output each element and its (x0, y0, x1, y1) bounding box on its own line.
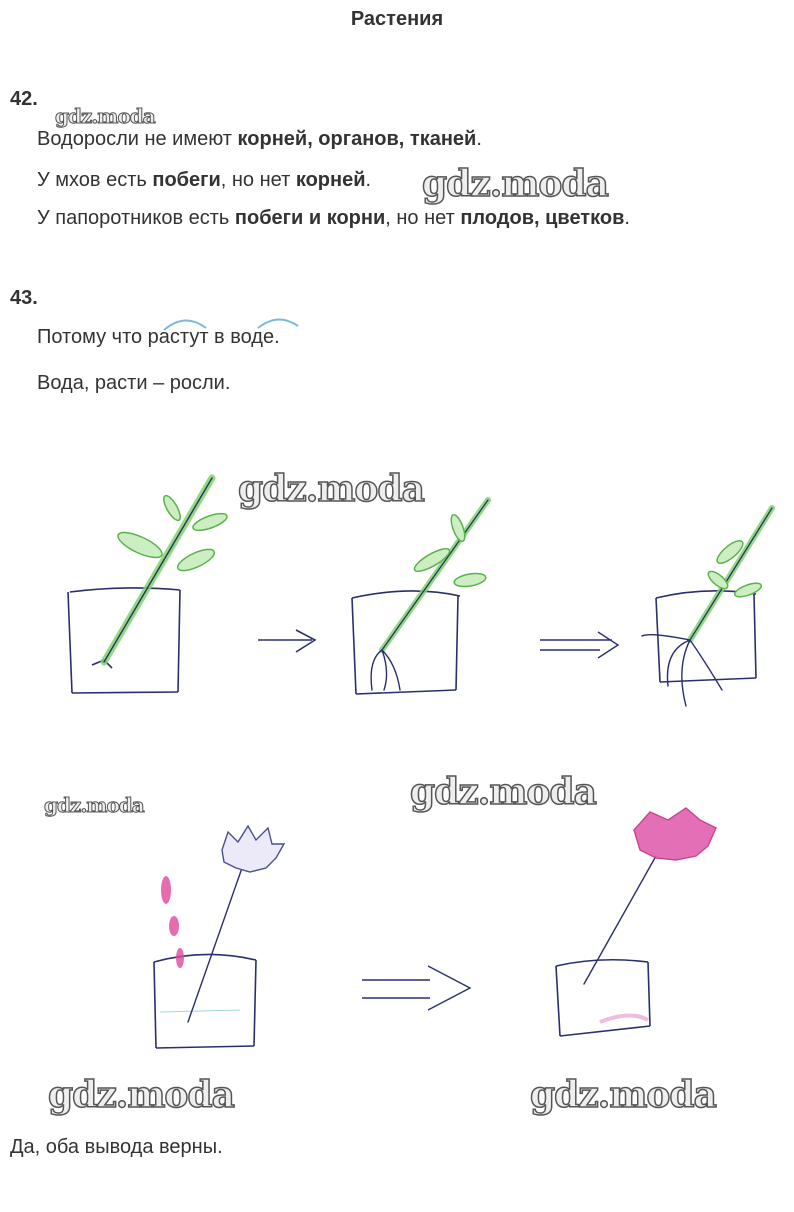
sprout-2 (371, 500, 488, 690)
watermark: gdz.moda (44, 793, 144, 817)
task-43-line-1: Потому что растут в воде. (37, 326, 280, 348)
watermark: gdz.moda (238, 468, 424, 510)
bold-text: побеги (152, 169, 221, 191)
glass-2 (352, 591, 460, 694)
text: У папоротников есть (37, 207, 235, 229)
text: , но нет (385, 207, 461, 229)
watermark: gdz.moda (55, 104, 155, 128)
glass-4 (154, 954, 256, 1048)
arc-mark (164, 320, 206, 330)
arrow-1 (258, 630, 315, 652)
task-42-number: 42. (10, 88, 38, 110)
watermark: gdz.moda (530, 1074, 716, 1116)
text: . (476, 128, 482, 150)
flower-1 (161, 826, 284, 1022)
text: У мхов есть (37, 169, 153, 191)
arc-mark (258, 319, 298, 328)
sprout-3 (642, 508, 772, 706)
task-43-line-2: Вода, расти – росли. (37, 372, 231, 394)
text: Водоросли не имеют (37, 128, 238, 150)
watermark: gdz.moda (48, 1074, 234, 1116)
text: . (365, 169, 372, 191)
bold-text: корней (295, 169, 366, 191)
task-43-number: 43. (10, 287, 38, 309)
watermark: gdz.moda (410, 771, 596, 813)
sprout-1 (104, 478, 229, 662)
text: , но нет (220, 169, 296, 191)
bold-text: плодов, цветков (460, 207, 625, 229)
text: . (624, 207, 630, 229)
flower-2 (584, 808, 716, 984)
glass-1 (68, 588, 180, 693)
glass-5 (556, 960, 650, 1036)
arrow-3 (362, 966, 470, 1010)
word-arc-marks (164, 319, 298, 330)
task-43-conclusion: Да, оба вывода верны. (10, 1136, 223, 1158)
bold-text: корней, органов, тканей (237, 128, 477, 150)
arrow-2 (540, 632, 618, 658)
page-title: Растения (350, 8, 444, 30)
watermark: gdz.moda (422, 163, 608, 205)
bold-text: побеги и корни (234, 207, 386, 229)
